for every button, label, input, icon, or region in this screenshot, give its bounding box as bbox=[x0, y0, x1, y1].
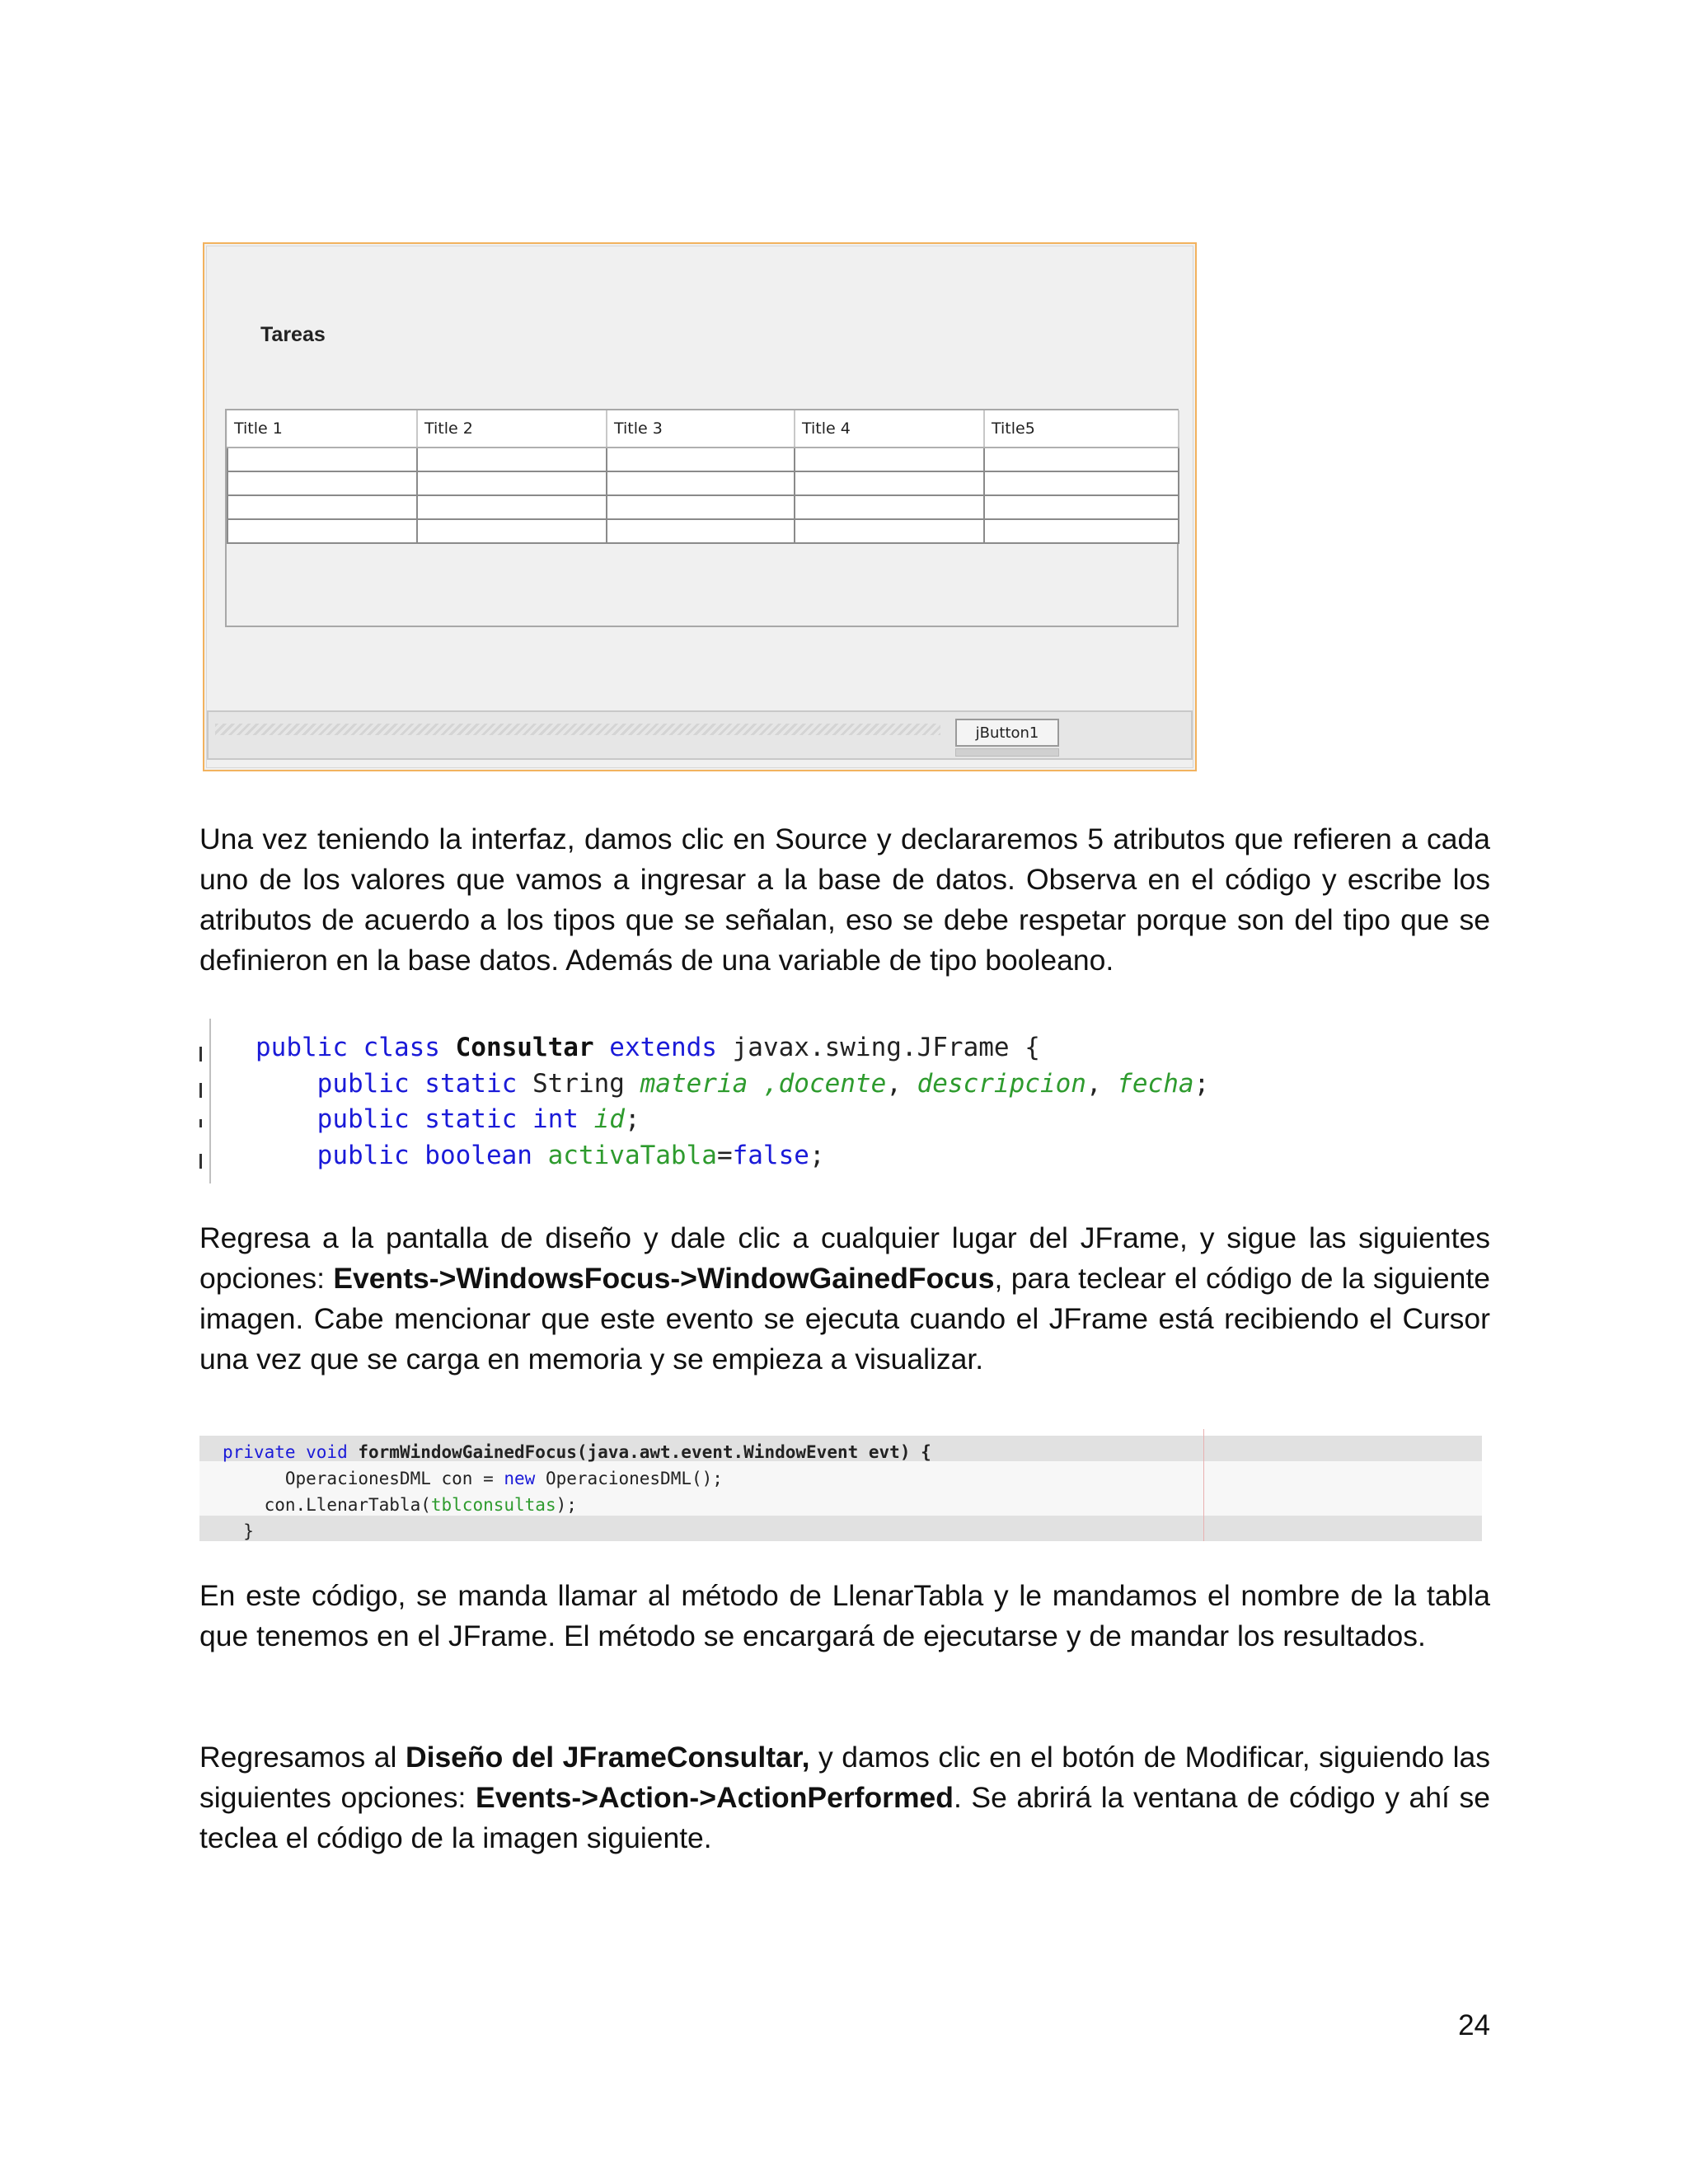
paragraph-2-bold-path: Events->WindowsFocus->WindowGainedFocus bbox=[333, 1262, 995, 1295]
table-row[interactable] bbox=[227, 495, 1179, 519]
table-row[interactable] bbox=[227, 448, 1179, 471]
table-cell[interactable] bbox=[607, 471, 795, 495]
table-row[interactable] bbox=[227, 519, 1179, 543]
code-text: OperacionesDML con = bbox=[284, 1469, 494, 1488]
code-keyword: public static bbox=[316, 1068, 518, 1099]
paragraph-4-bold-design: Diseño del JFrameConsultar, bbox=[405, 1741, 810, 1774]
code-keyword: public class bbox=[256, 1033, 440, 1062]
table-header-title-2[interactable]: Title 2 bbox=[417, 410, 607, 448]
paragraph-1: Una vez teniendo la interfaz, damos clic en Source y declararemos 5 atributos que refieren a cada uno de los valores que vamos a ingresar a la base de datos. Observa en el código y escribe los atributos de acuerdo a los tipos que se señalan, eso se debe respetar porque son del tipo que se definieron en la base datos. Además de una variable de tipo booleano. bbox=[199, 823, 1490, 977]
form-label-tareas: Tareas bbox=[260, 323, 326, 346]
code-variable: activaTabla bbox=[547, 1140, 717, 1170]
gutter-mark bbox=[199, 1154, 202, 1169]
form-bottom-bar bbox=[207, 710, 1193, 760]
code-keyword: extends bbox=[609, 1033, 717, 1062]
table-cell[interactable] bbox=[984, 448, 1179, 471]
code-field: descripcion bbox=[917, 1068, 1086, 1099]
code-block-2 bbox=[223, 1439, 931, 1544]
code-field: id bbox=[593, 1104, 625, 1134]
gutter-mark bbox=[199, 1083, 202, 1098]
tasks-table bbox=[227, 410, 1179, 544]
paragraph-4-text-c: . Se abrirá la ventana de código y ahí se teclea el código de la imagen siguiente. bbox=[199, 1781, 1490, 1854]
paragraph-4-text-b: y damos clic en el botón de Modificar, siguiendo las siguientes opciones: bbox=[199, 1741, 1490, 1814]
table-cell[interactable] bbox=[227, 471, 417, 495]
code-figure-window-focus bbox=[199, 1436, 1482, 1541]
code-field: fecha bbox=[1117, 1068, 1194, 1099]
code-keyword: public boolean bbox=[316, 1140, 532, 1170]
gutter-mark bbox=[199, 1047, 202, 1062]
code-class-name: Consultar bbox=[455, 1033, 594, 1062]
code-argument: tblconsultas bbox=[430, 1495, 556, 1515]
code-text: OperacionesDML(); bbox=[545, 1469, 723, 1488]
table-cell[interactable] bbox=[417, 471, 607, 495]
code-text: javax.swing.JFrame { bbox=[732, 1033, 1040, 1062]
paragraph-2 bbox=[199, 1218, 1490, 1380]
code-keyword: false bbox=[732, 1140, 809, 1170]
table-row[interactable] bbox=[227, 471, 1179, 495]
table-cell[interactable] bbox=[227, 448, 417, 471]
table-cell[interactable] bbox=[795, 448, 984, 471]
table-header-title-3[interactable]: Title 3 bbox=[607, 410, 795, 448]
code-figure-attributes bbox=[199, 1019, 1287, 1183]
paragraph-4 bbox=[199, 1737, 1490, 1858]
table-cell[interactable] bbox=[417, 519, 607, 543]
table-cell[interactable] bbox=[607, 519, 795, 543]
gutter-mark bbox=[199, 1119, 202, 1127]
table-cell[interactable] bbox=[795, 495, 984, 519]
table-header-row bbox=[227, 410, 1179, 448]
code-operator: = bbox=[716, 1140, 733, 1170]
paragraph-4-text-a: Regresamos al bbox=[199, 1741, 397, 1774]
table-cell[interactable] bbox=[607, 495, 795, 519]
code-text: con.LlenarTabla( bbox=[264, 1495, 431, 1515]
table-cell[interactable] bbox=[227, 519, 417, 543]
table-header-title-1[interactable]: Title 1 bbox=[227, 410, 417, 448]
code-text: ); bbox=[556, 1495, 577, 1515]
code-block-1: public class Consultar extends javax.swing.JFrame { public static String materia ,docente, descripcion, fecha; public static int id; public boolean activaTabla=false; bbox=[256, 1033, 1210, 1170]
code-type: String bbox=[532, 1068, 625, 1099]
code-keyword: public static int bbox=[316, 1104, 579, 1134]
code-text: formWindowGainedFocus(java.awt.event.WindowEvent evt) { bbox=[358, 1442, 931, 1462]
jframe-design-figure bbox=[203, 242, 1197, 771]
code-field: materia bbox=[640, 1068, 748, 1099]
table-cell[interactable] bbox=[984, 519, 1179, 543]
table-header-title-4[interactable]: Title 4 bbox=[795, 410, 984, 448]
paragraph-2-text-b: , para teclear el código de la siguiente imagen. Cabe mencionar que este evento se ejecuta cuando el JFrame está recibiendo el Cursor una vez que se carga en memoria y se empieza a visualizar. bbox=[199, 1262, 1490, 1376]
button-resize-handle[interactable] bbox=[955, 748, 1059, 757]
jbutton1-button[interactable]: jButton1 bbox=[955, 719, 1059, 747]
table-header-title-5[interactable]: Title5 bbox=[984, 410, 1179, 448]
page-number: 24 bbox=[1458, 2009, 1490, 2041]
layout-guide-zigzag bbox=[215, 724, 940, 735]
table-cell[interactable] bbox=[417, 495, 607, 519]
table-cell[interactable] bbox=[607, 448, 795, 471]
paragraph-2-text-a: Regresa a la pantalla de diseño y dale clic a cualquier lugar del JFrame, y sigue las siguientes opciones: bbox=[199, 1221, 1490, 1295]
code-keyword: private void bbox=[223, 1442, 348, 1462]
editor-margin-line bbox=[1203, 1429, 1204, 1541]
table-cell[interactable] bbox=[984, 495, 1179, 519]
code-field: ,docente bbox=[762, 1068, 887, 1099]
table-cell[interactable] bbox=[227, 495, 417, 519]
table-cell[interactable] bbox=[417, 448, 607, 471]
table-cell[interactable] bbox=[795, 519, 984, 543]
paragraph-3: En este código, se manda llamar al método de LlenarTabla y le mandamos el nombre de la tabla que tenemos en el JFrame. El método se encargará de ejecutarse y de mandar los resultados. bbox=[199, 1579, 1490, 1652]
table-cell[interactable] bbox=[795, 471, 984, 495]
code-keyword: new bbox=[504, 1469, 536, 1488]
paragraph-4-bold-path: Events->Action->ActionPerformed bbox=[476, 1781, 954, 1814]
table-cell[interactable] bbox=[984, 471, 1179, 495]
code-text: } bbox=[243, 1521, 254, 1541]
table-scroll-pane bbox=[225, 409, 1179, 627]
